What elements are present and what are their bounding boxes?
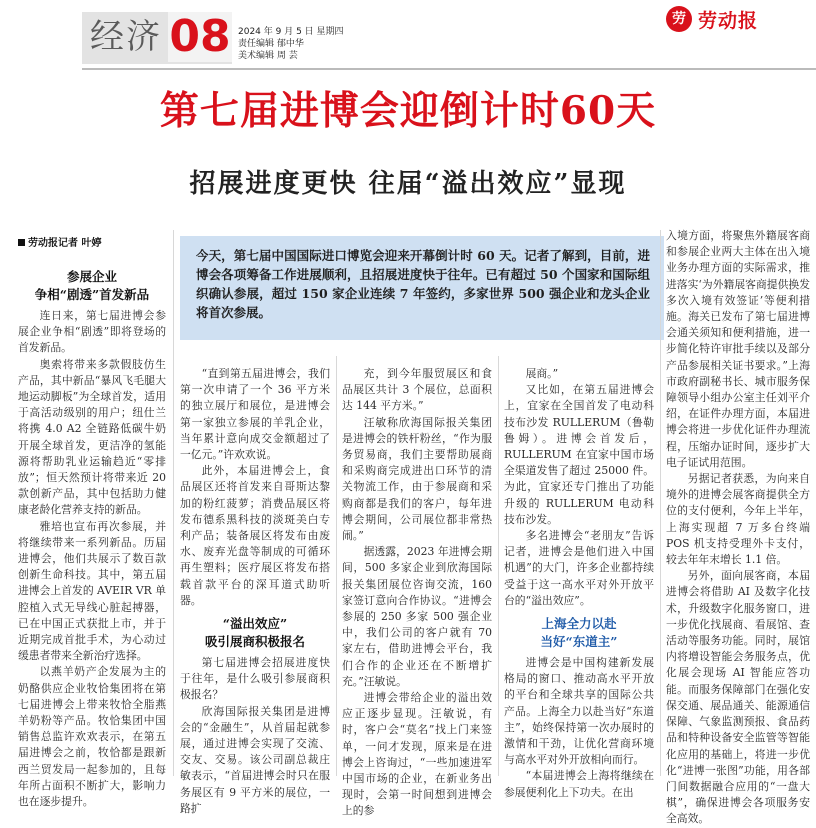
paragraph: 另据记者获悉，为向来自境外的进博会展客商提供全方位的支付便利，今年上半年，上海实现超 7 万多台终端 POS 机支持受理外卡支付，较去年年末增长 1.1 倍。 xyxy=(666,472,810,567)
subheadline: 招展进度更快 往届“溢出效应”显现 xyxy=(189,169,627,199)
paragraph: 连日来，第七届进博会参展企业争相“剧透”即将登场的首发新品。 xyxy=(18,309,166,355)
paragraph: 汪敏称欣海国际报关集团是进博会的铁杆粉丝，“作为服务贸易商，我们主要帮助展商和采购商完成进出口环节的清关物流工作，由于参展商和采购商都是我们的客户，每年进博会期间，公司展位都非常热闹。” xyxy=(342,415,492,543)
subhead-line: 当好“东道主” xyxy=(540,634,618,650)
logo-text: 劳动报 xyxy=(698,9,759,32)
paragraph: “直到第五届进博会，我们第一次申请了一个 36 平方米的独立展厅和展位，是进博会第一家独立参展的羊乳企业，当年累计意向成交金额超过了一亿元。”许欢欢说。 xyxy=(180,367,330,462)
subhead-line: 争相“剧透”首发新品 xyxy=(34,287,150,302)
paragraph: 第七届进博会招展进度快于往年，是什么吸引参展商积极报名？ xyxy=(180,656,330,702)
header-meta xyxy=(238,26,344,62)
paragraph: 以燕羊奶产企发展为主的奶酪供应企业牧恰集团将在第七届进博会上带来牧恰全脂燕羊奶粉等产品。牧恰集团中国销售总监许欢欢表示，在第五届进博会之前，牧恰都是跟新西兰贸发局一起参加的，且每年所占面积不断扩大，影响力也在逐步提升。 xyxy=(18,665,166,809)
paragraph: 雅培也宣布再次参展，并将继续带来一系列新品。历届进博会，他们共展示了数百款创新生命科技。其中，第五届进博会上首发的 AVEIR VR 单腔植入式无导线心脏起搏器，已在中国正式获批上市，并于近期完成首批手术，为心动过缓患者带来全新治疗选择。 xyxy=(18,519,166,663)
subhead-line: 上海全力以赴 xyxy=(541,616,617,632)
paragraph: “本届进博会上海将继续在参展便利化上下功夫。在出 xyxy=(504,769,654,799)
paragraph: 另外，面向展客商，本届进博会将借助 AI 及数字化技术，升级数字化服务窗口，进一步优化找展商、看展馆、查活动等服务功能。同时，展馆内将增设智能会务服务点，优化展会现场 AI 智能应答功能。而服务保障部门在强化安保交通、展品通关、能源通信保障、气象监测预报、食品药品和特种设备安全监管等智能化应用的基础上，将进一步优化“进博一张图”功能，用各部门间数据融合应用的“一盘大棋”，确保进博会各项服务安全高效。 xyxy=(666,569,810,826)
column-divider xyxy=(336,356,337,776)
article-column-3 xyxy=(342,366,492,818)
subhead-line: 吸引展商积极报名 xyxy=(204,634,305,650)
paragraph: 入境方面，将聚焦外籍展客商和参展企业两大主体在出入境业务办理方面的实际需求，推进落实‘为外籍展客商提供换发多次入境有效签证’等便利措施。海关已发布了第七届进博会通关须知和便利措施，进一步简化特许审批手续以及部分产品参展相关证书要求。”上海市政府副秘书长、城市服务保障领导小组办公室主任刘平介绍，在证件办理方面，本届进博会将进一步优化证件办理流程，压缩办证时间，逐步扩大电子证试用范围。 xyxy=(666,229,810,469)
paragraph: 据透露，2023 年进博会期间，500 多家企业到欣海国际报关集团展位咨询交流，160 家签订意向合作协议。“进博会参展的 250 多家 500 强企业中，我们公司的客户就有 70 家左右，借助进博会平台，我们合作的企业还在不断增扩充。”汪敏说。 xyxy=(342,545,492,688)
column-divider xyxy=(660,230,661,776)
section-subhead xyxy=(504,615,654,651)
paragraph: 奥索将带来多款假肢仿生产品，其中新品“暴风飞毛腿大地运动脚板”为全球首发，适用于高活动级别的用户；纽仕兰将携 4.0 A2 全链路低碳牛奶开展全球首发，更洁净的氢能源将帮助乳业运输趋近“零排放”；恒天然预计将带来近 20 款创新产品，其中包括助力健康老龄化营养支持的新品。 xyxy=(18,357,166,517)
paragraph: 进博会带给企业的溢出效应正逐步显现。汪敏说，有时，客户会“莫名”找上门来签单，一问才发现，原来是在进博会上咨询过，“一些加速进军中国市场的企业，在新业务出现时，会第一时间想到进博会上的参 xyxy=(342,691,492,818)
article-column-4 xyxy=(504,366,654,799)
lead-paragraph: 今天，第七届中国国际进口博览会迎来开幕倒计时 60 天。记者了解到，目前，进博会各项筹备工作进展顺利，且招展进度快于往年。已有超过 50 个国家和国际组织确认参展，超过 150 家企业连续 7 年签约，多家世界 500 强企业和龙头企业将首次参展。 xyxy=(196,248,650,320)
paragraph: 又比如，在第五届进博会上，宜家在全国首发了电动科技布沙发 RULLERUM（鲁勒鲁姆）。进博会首发后，RULLERUM 在宜家中国市场全渠道发售了超过 25000 件。为此，宜家还专门推出了功能升级的 RULLERUM 电动科技布沙发。 xyxy=(504,383,654,526)
section-subhead xyxy=(18,268,166,304)
paragraph: 充，到今年服贸展区和食品展区共计 3 个展位，总面积达 144 平方米。” xyxy=(342,367,492,413)
column-divider xyxy=(173,230,174,776)
article-column-5 xyxy=(666,228,810,826)
section-subhead xyxy=(180,615,330,651)
byline xyxy=(18,234,101,249)
logo-mark-icon: 劳 xyxy=(666,6,692,32)
subhead-line: 参展企业 xyxy=(66,269,117,284)
subhead-line: “溢出效应” xyxy=(222,616,288,632)
paragraph: 多名进博会“老朋友”告诉记者，进博会是他们进入中国机遇”的大门，许多企业都持续受益于这一高水平对外开放平台的“溢出效应”。 xyxy=(504,529,654,607)
header-divider xyxy=(82,68,816,70)
section-name: 经济 xyxy=(90,17,162,57)
bullet-square-icon xyxy=(18,239,25,246)
art-editor-credit: 美术编辑 周 芸 xyxy=(238,51,298,61)
paragraph: 展商。” xyxy=(525,367,559,380)
column-divider xyxy=(498,356,499,776)
paragraph: 欣海国际报关集团是进博会的“金融生”，从首届起就参展，通过进博会实现了交流、交友、交易。该公司副总裁庄敏表示，“首届进博会时只在服务展区有 9 平方米的展位，一路扩 xyxy=(180,704,330,815)
editor-credit: 责任编辑 郁中华 xyxy=(238,39,304,49)
paragraph: 进博会是中国构建新发展格局的窗口、推动高水平开放的平台和全球共享的国际公共产品。上海全力以赴当好“东道主”，始终保持第一次办展时的激情和干劲，让优化营商环境与高水平对外开放相向而行。 xyxy=(504,656,654,767)
page-number: 08 xyxy=(169,11,231,62)
headline: 第七届进博会迎倒计时60天 xyxy=(159,88,657,134)
byline-text: 劳动报记者 叶婷 xyxy=(28,238,102,249)
paragraph: 此外，本届进博会上，食品展区还将首发来自哥斯达黎加的粉红菠萝；消费品展区将发布德系黑科技的淡斑美白专利产品；装备展区将发布由废水、废弃光盘等制成的可循环再生塑料；医疗展区将发布搭载首款平台的深耳道式助听器。 xyxy=(180,464,330,607)
issue-date: 2024 年 9 月 5 日 星期四 xyxy=(238,27,344,37)
article-column-1 xyxy=(18,262,166,809)
newspaper-logo xyxy=(666,6,758,32)
article-column-2 xyxy=(180,366,330,815)
